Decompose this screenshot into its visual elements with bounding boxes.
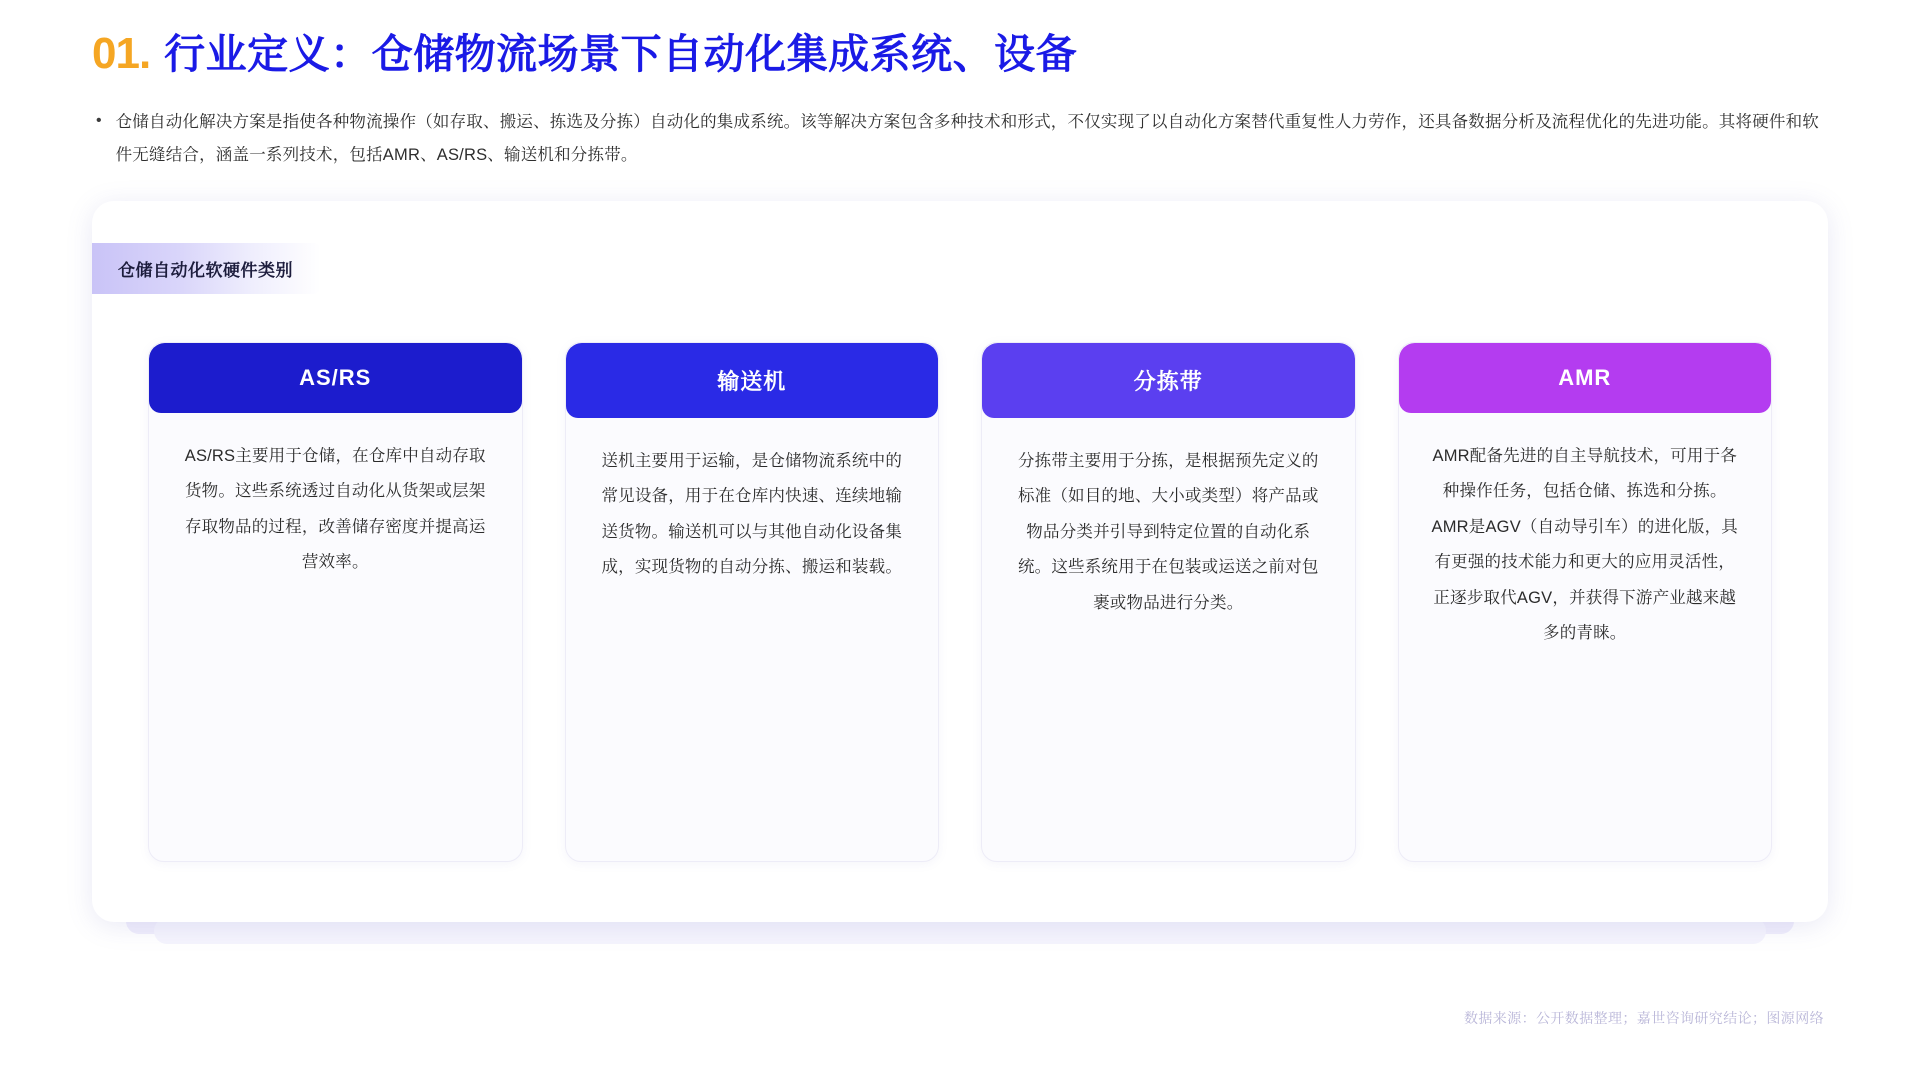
card-sorter[interactable] [981, 342, 1356, 862]
lead-paragraph [92, 106, 1828, 170]
card-body-amr: AMR配备先进的自主导航技术，可用于各种操作任务，包括仓储、拣选和分拣。AMR是AGV（自动导引车）的进化版，具有更强的技术能力和更大的应用灵活性，正逐步取代AGV，并获得下游产业越来越多的青睐。 [1431, 446, 1738, 643]
card-body-asrs: AS/RS主要用于仓储，在仓库中自动存取货物。这些系统透过自动化从货架或层架存取物品的过程，改善储存密度并提高运营效率。 [184, 446, 486, 572]
bullet-icon: • [96, 112, 102, 130]
panel-wrapper [92, 201, 1828, 922]
content-panel [92, 201, 1828, 922]
title-number: 01. [92, 29, 151, 78]
card-body-conveyor: 送机主要用于运输，是仓储物流系统中的常见设备，用于在仓库内快速、连续地输送货物。输送机可以与其他自动化设备集成，实现货物的自动分拣、搬运和装载。 [601, 451, 903, 577]
card-title-amr: AMR [1399, 343, 1772, 413]
section-chip-row [92, 243, 1828, 294]
card-title-sorter: 分拣带 [982, 343, 1355, 418]
card-title-conveyor: 输送机 [566, 343, 939, 418]
card-body-sorter: 分拣带主要用于分拣，是根据预先定义的标准（如目的地、大小或类型）将产品或物品分类并引导到特定位置的自动化系统。这些系统用于在包装或运送之前对包裹或物品进行分类。 [1017, 451, 1319, 612]
title-text: 行业定义：仓储物流场景下自动化集成系统、设备 [164, 31, 1078, 77]
page-title [0, 0, 1920, 78]
card-amr[interactable] [1398, 342, 1773, 862]
lead-paragraph-text: 仓储自动化解决方案是指使各种物流操作（如存取、搬运、拣选及分拣）自动化的集成系统。该等解决方案包含多种技术和形式，不仅实现了以自动化方案替代重复性人力劳作，还具备数据分析及流程优化的先进功能。其将硬件和软件无缝结合，涵盖一系列技术，包括AMR、AS/RS、输送机和分拣带。 [115, 113, 1820, 164]
card-list [92, 294, 1828, 862]
card-conveyor[interactable] [565, 342, 940, 862]
card-asrs[interactable] [148, 342, 523, 862]
card-title-asrs: AS/RS [149, 343, 522, 413]
section-chip-label: 仓储自动化软硬件类别 [92, 243, 321, 294]
source-note: 数据来源：公开数据整理；嘉世咨询研究结论；图源网络 [1464, 1010, 1824, 1026]
